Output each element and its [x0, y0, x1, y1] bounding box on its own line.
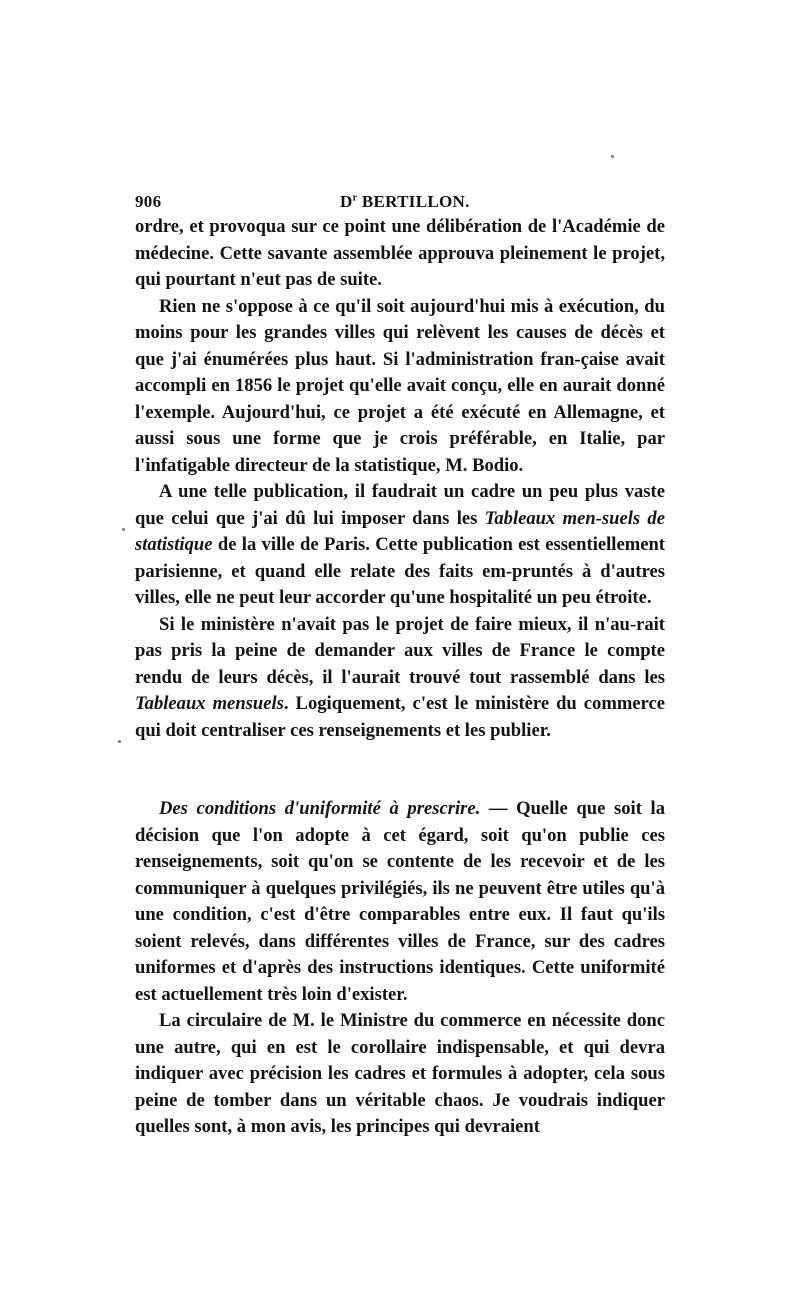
paragraph-4-text-b: . Logiquement, c'est le ministère du commerce qui doit centraliser ces renseignements et les publier. — [135, 693, 665, 741]
margin-mark — [611, 155, 614, 158]
running-head-name: BERTILLON. — [357, 192, 470, 211]
paragraph-2: Rien ne s'oppose à ce qu'il soit aujourd'hui mis à exécution, du moins pour les grandes villes qui relèvent les causes de décès et que j'ai énumérées plus haut. Si l'administration fran-çaise avait accompli en 1856 le projet qu'elle avait conçu, elle en aurait donné l'exemple. Aujourd'hui, ce projet a été exécuté en Allemagne, et aussi sous une forme que je crois préférable, en Italie, par l'infatigable directeur de la statistique, M. Bodio. — [135, 295, 665, 476]
section-gap — [135, 744, 665, 796]
paragraph-4-italic: Tableaux mensuels — [135, 693, 284, 714]
running-head-prefix: D — [340, 192, 353, 211]
paragraph-3-text-a: A une telle publication, il faudrait un cadre un peu plus vaste que celui que j'ai dû lui imposer dans les — [135, 481, 665, 529]
margin-mark — [122, 528, 125, 531]
paragraph-4 — [135, 612, 665, 745]
page-header — [135, 186, 665, 214]
book-page — [135, 186, 665, 1141]
page-number: 906 — [135, 192, 162, 211]
paragraph-3-text-b: de la ville de Paris. Cette publication est essentiellement parisienne, et quand elle relate des faits em-pruntés à d'autres villes, elle ne peut leur accorder qu'une hospitalité un peu étroite. — [135, 534, 665, 608]
running-head-sup: r — [352, 192, 358, 204]
running-head — [340, 192, 470, 212]
margin-mark — [118, 740, 121, 743]
body-text — [135, 214, 665, 1141]
paragraph-5 — [135, 796, 665, 1008]
paragraph-4-text-a: Si le ministère n'avait pas le projet de faire mieux, il n'au-rait pas pris la peine de demander aux villes de France le compte rendu de leurs décès, il l'aurait trouvé tout rassemblé dans les — [135, 613, 665, 688]
paragraph-1: ordre, et provoqua sur ce point une délibération de l'Académie de médecine. Cette savante assemblée approuva pleinement le projet, qui pourtant n'eut pas de suite. — [135, 216, 665, 290]
paragraph-3 — [135, 479, 665, 612]
paragraph-5-text: — Quelle que soit la décision que l'on adopte à cet égard, soit qu'on publie ces renseignements, soit qu'on se contente de les recevoir et de les communiquer à quelques privilégiés, ils ne peuvent être utiles qu'à une condition, c'est d'être comparables entre eux. Il faut qu'ils soient relevés, dans différentes villes de France, sur des cadres uniformes et d'après des instructions identiques. Cette uniformité est actuellement très loin d'exister. — [135, 798, 665, 1005]
paragraph-6: La circulaire de M. le Ministre du commerce en nécessite donc une autre, qui en est le corollaire indispensable, et qui devra indiquer avec précision les cadres et formules à adopter, cela sous peine de tomber dans un véritable chaos. Je voudrais indiquer quelles sont, à mon avis, les principes qui devraient — [135, 1010, 665, 1137]
paragraph-3-italic: Tableaux men-suels de statistique — [135, 507, 665, 555]
section-heading: Des conditions d'uniformité à prescrire. — [159, 798, 481, 819]
